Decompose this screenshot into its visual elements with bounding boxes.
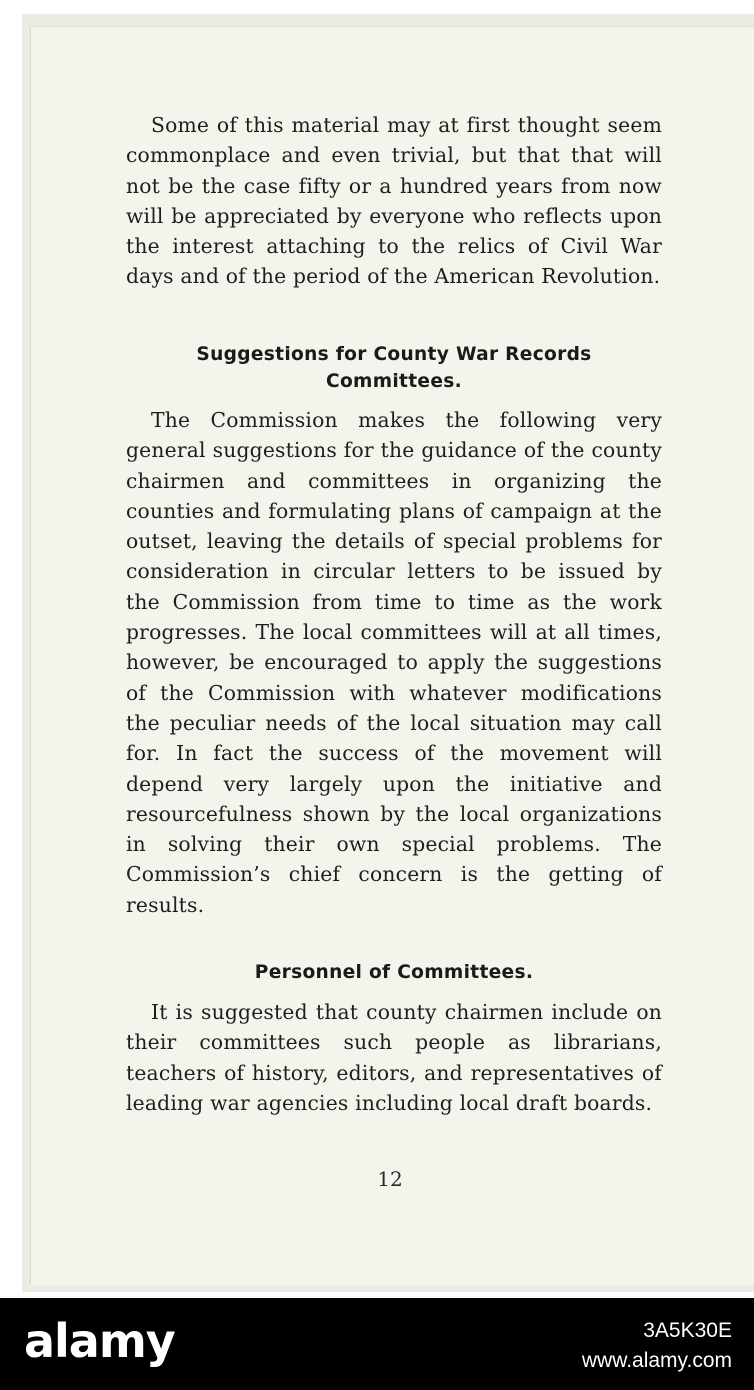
heading-county-committees: Suggestions for County War Records Committees. — [196, 344, 592, 392]
alamy-logo: alamy — [24, 1314, 175, 1368]
personnel-paragraph: It is suggested that county chairmen include on their committees such people as librarians, teachers of history, editors, and representatives of leading war agencies including local draft boards. — [126, 1000, 662, 1115]
image-id: 3A5K30E — [643, 1319, 732, 1342]
intro-paragraph: Some of this material may at first thought seem commonplace and even trivial, but that that will not be the case fifty or a hundred years from now will be appreciated by everyone who reflects upon the interest attaching to the relics of Civil War days and of the period of the American Revolution. — [126, 113, 662, 289]
heading-personnel: Personnel of Committees. — [254, 962, 534, 983]
watermark-band — [0, 1298, 754, 1390]
page-number: 12 — [377, 1167, 403, 1191]
guidance-paragraph: The Commission makes the following very general suggestions for the guidance of the county chairmen and committees in organizing the counties and formulating plans of campaign at the outset, leaving the details of special problems for consideration in circular letters to be issued by the Commission from time to time as the work progresses. The local committees will at all times, however, be encouraged to apply the suggestions of the Commission with whatever modifications the peculiar needs of the local situation may call for. In fact the success of the movement will depend very largely upon the initiative and resourcefulness shown by the local organizations in solving their own special problems. The Commission’s chief concern is the getting of results. — [126, 408, 662, 917]
site-url: www.alamy.com — [581, 1349, 732, 1372]
